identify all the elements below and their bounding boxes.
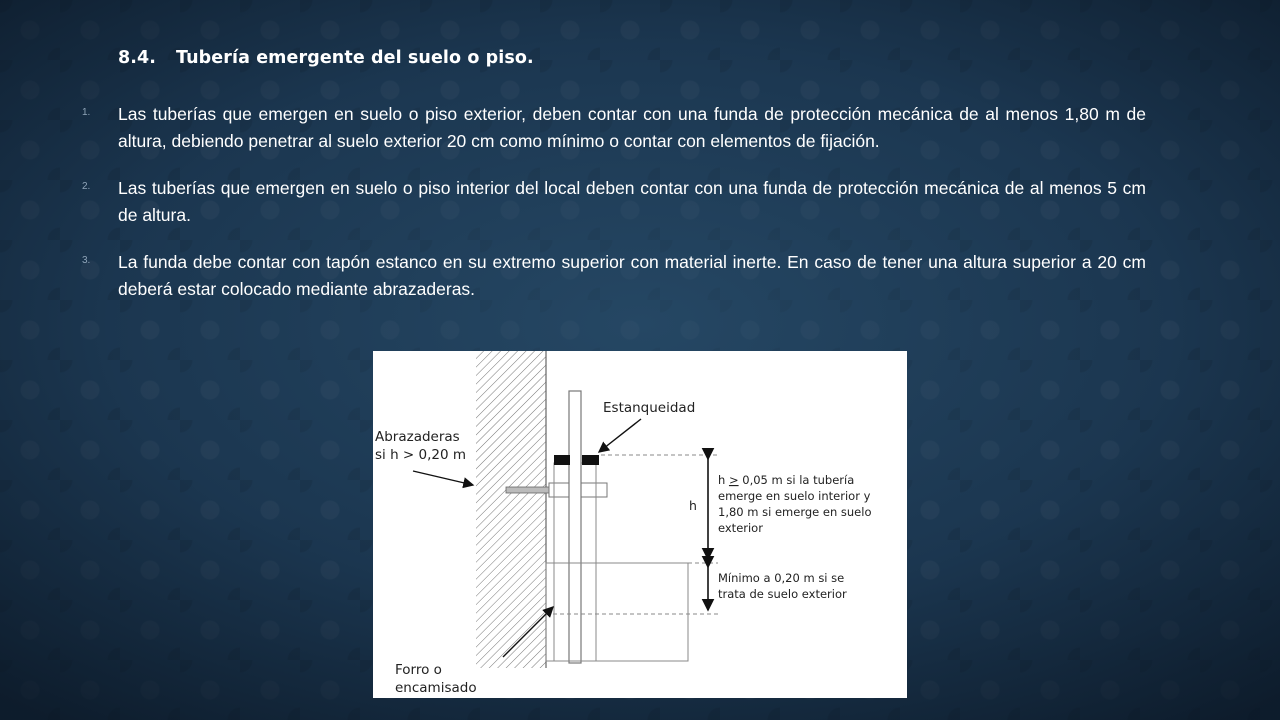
label-estanqueidad: Estanqueidad [603,400,696,416]
pipe [569,391,581,663]
seal-cap-left [554,455,570,465]
h-note-line-4: exterior [718,521,763,535]
h-note-line-2: emerge en suelo interior y [718,489,871,503]
list-marker: 2. [82,181,91,192]
list-item [82,249,1146,302]
seal-cap-right [582,455,599,465]
h-note-line-3: 1,80 m si emerge en suelo [718,505,872,519]
pipe-diagram [373,351,907,698]
list-marker: 3. [82,255,91,266]
list-item-text: Las tuberías que emergen en suelo o piso interior del local deben contar con una funda de protección mecánica de al menos 5 cm de altura. [118,178,1146,225]
list-marker: 1. [82,107,91,118]
min-note-line-1: Mínimo a 0,20 m si se [718,571,845,585]
abrazaderas-pointer [413,471,473,485]
section-number: 8.4. [118,48,157,68]
section-title: Tubería emergente del suelo o piso. [176,48,534,68]
list-item-text: La funda debe contar con tapón estanco en su extremo superior con material inerte. En caso de tener una altura superior a 20 cm deberá estar colocado mediante abrazaderas. [118,252,1146,299]
slide-title [118,48,534,68]
requirements-list [82,101,1146,323]
label-abrazaderas-condition: si h > 0,20 m [375,447,467,463]
min-note-line-2: trata de suelo exterior [718,587,847,601]
estanqueidad-pointer [599,419,641,452]
floor-block [546,563,688,661]
wall-hatch [476,351,546,668]
list-item [82,175,1146,228]
list-item [82,101,1146,154]
label-encamisado: encamisado [395,680,477,696]
pipe-diagram-svg [373,351,907,698]
label-abrazaderas: Abrazaderas [375,429,460,445]
h-note-line-1: h > 0,05 m si la tubería [718,473,855,487]
label-h: h [689,498,697,513]
list-item-text: Las tuberías que emergen en suelo o piso exterior, deben contar con una funda de protección mecánica de al menos 1,80 m de altura, debiendo penetrar al suelo exterior 20 cm como mínimo o contar con elementos de fijación. [118,104,1146,151]
label-forro: Forro o [395,662,442,678]
clamp-bracket [506,487,550,493]
